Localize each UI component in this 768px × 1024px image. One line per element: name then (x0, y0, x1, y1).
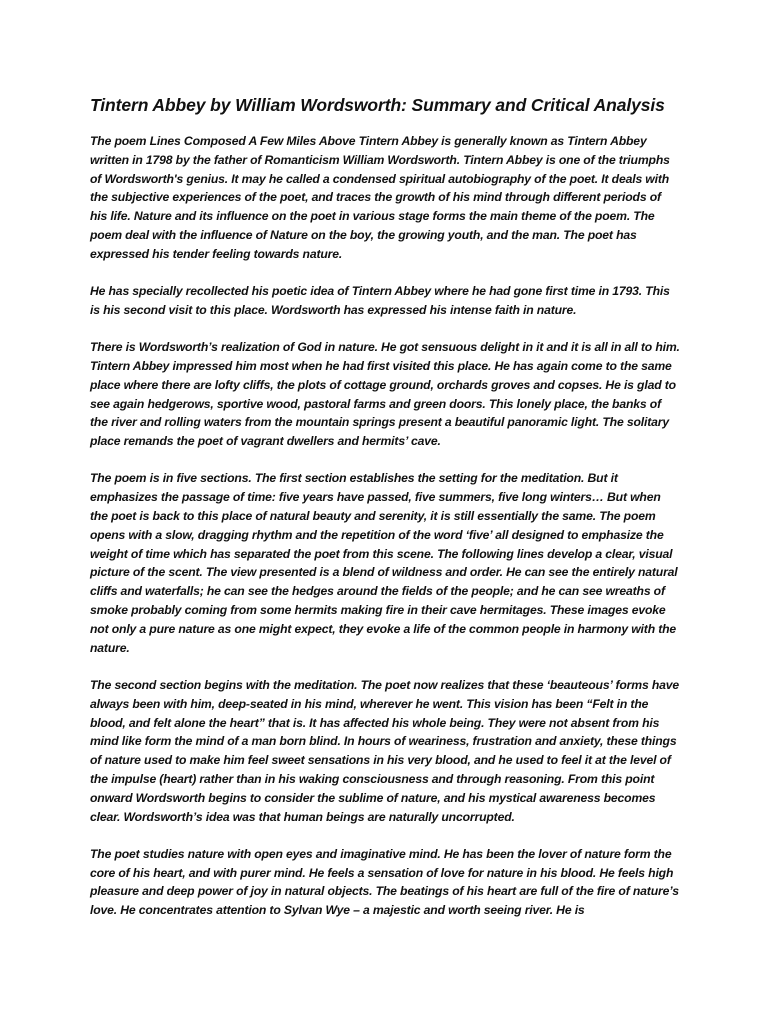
paragraph-nature-study: The poet studies nature with open eyes and imaginative mind. He has been the lover of nature form the core of his heart, and with purer mind. He feels a sensation of love for nature in his blood. He feels high pleasure and deep power of joy in natural objects. The beatings of his heart are full of the fire of nature’s love. He concentrates attention to Sylvan Wye – a majestic and worth seeing river. He is (90, 846, 679, 918)
paragraph-intro: The poem Lines Composed A Few Miles Above Tintern Abbey is generally known as Tintern Abbey written in 1798 by the father of Romanticism William Wordsworth. Tintern Abbey is one of the triumphs of Wordsworth's genius. It may he called a condensed spiritual autobiography of the poet. It deals with the subjective experiences of the poet, and traces the growth of his mind through different periods of his life. Nature and its influence on the poet in various stage forms the main theme of the poem. The poem deal with the influence of Nature on the boy, the growing youth, and the man. The poet has expressed his tender feeling towards nature. (90, 134, 670, 261)
document-title: Tintern Abbey by William Wordsworth: Summary and Critical Analysis (90, 95, 665, 115)
document-page (90, 92, 680, 938)
paragraph-five-sections: The poem is in five sections. The first section establishes the setting for the meditation. But it emphasizes the passage of time: five years have passed, five summers, five long winters… But when the poet is back to this place of natural beauty and serenity, it is still essentially the same. The poem opens with a slow, dragging rhythm and the repetition of the word ‘five’ all designed to emphasize the weight of time which has separated the poet from this scene. The following lines develop a clear, visual picture of the scent. The view presented is a blend of wildness and order. He can see the entirely natural cliffs and waterfalls; he can see the hedges around the fields of the people; and he can see wreaths of smoke probably coming from some hermits making fire in their cave hermitages. These images evoke not only a pure nature as one might expect, they evoke a life of the common people in harmony with the nature. (90, 471, 678, 655)
paragraph-second-section: The second section begins with the meditation. The poet now realizes that these ‘beauteous’ forms have always been with him, deep-seated in his mind, wherever he went. This vision has been “Felt in the blood, and felt alone the heart” that is. It has affected his whole being. They were not absent from his mind like form the mind of a man born blind. In hours of weariness, frustration and anxiety, these things of nature used to make him feel sweet sensations in his very blood, and he used to feel it at the level of the impulse (heart) rather than in his waking consciousness and through reasoning. From this point onward Wordsworth begins to consider the sublime of nature, and his mystical awareness becomes clear. Wordsworth’s idea was that human beings are naturally uncorrupted. (90, 677, 679, 824)
paragraph-god-in-nature: There is Wordsworth’s realization of God in nature. He got sensuous delight in it and it is all in all to him. Tintern Abbey impressed him most when he had first visited this place. He has again come to the same place where there are lofty cliffs, the plots of cottage ground, orchards groves and copses. He is glad to see again hedgerows, sportive wood, pastoral farms and green doors. This lonely place, the banks of the river and rolling waters from the mountain springs present a beautiful panoramic light. The solitary place remands the poet of vagrant dwellers and hermits’ cave. (90, 340, 680, 449)
paragraph-recollection: He has specially recollected his poetic idea of Tintern Abbey where he had gone first time in 1793. This is his second visit to this place. Wordsworth has expressed his intense faith in nature. (90, 284, 670, 317)
